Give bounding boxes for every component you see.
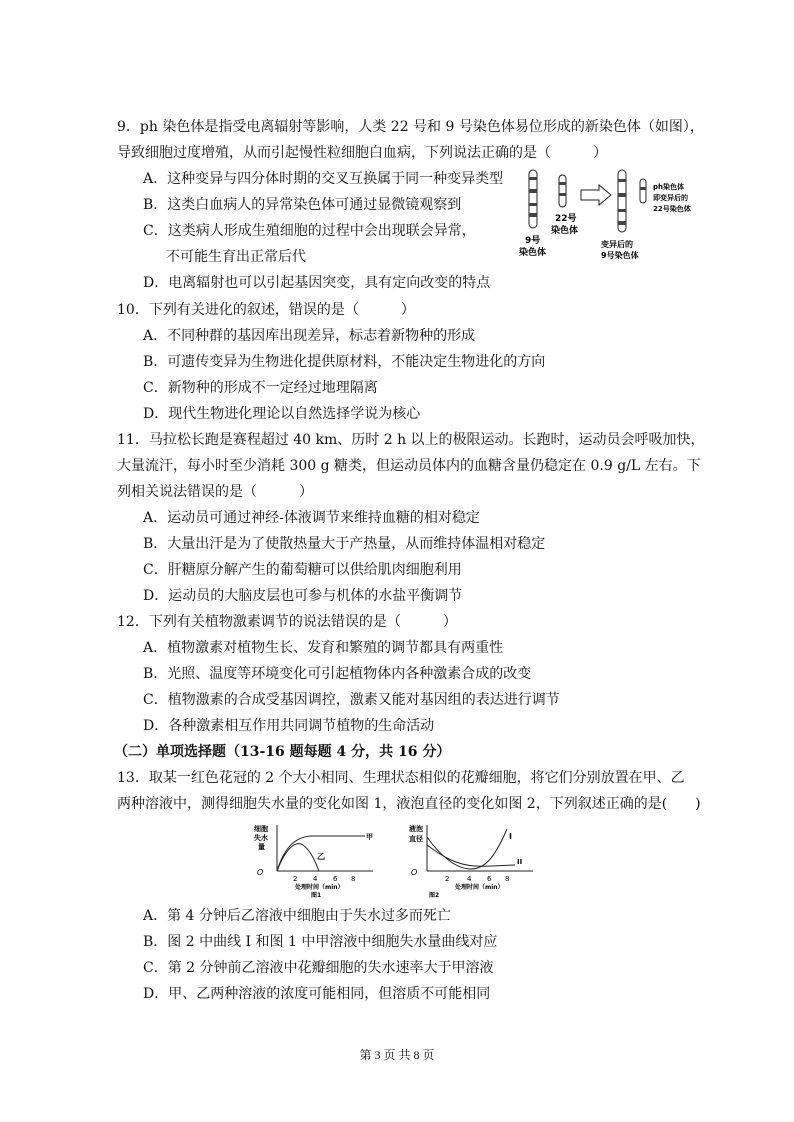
fig1-tick-8: 8 — [351, 875, 356, 883]
q10-option-d: D．现代生物进化理论以自然选择学说为核心 — [143, 406, 421, 422]
fig-label-after2: 9号染色体 — [601, 251, 639, 260]
q10-option-b: B．可遗传变异为生物进化提供原材料，不能决定生物进化的方向 — [143, 354, 546, 370]
fig-label-22b: 染色体 — [551, 226, 579, 236]
q12-option-b: B．光照、温度等环境变化可引起植物体内各种激素合成的改变 — [143, 666, 532, 682]
fig1-tick-2: 2 — [293, 875, 298, 883]
fig2-label-II: II — [517, 858, 523, 866]
fig2-ylabel-1: 液泡 — [409, 825, 423, 833]
fig-label-9b: 染色体 — [519, 248, 547, 258]
q13-option-d: D．甲、乙两种溶液的浓度可能相同，但溶质不可能相同 — [143, 986, 491, 1002]
fig2-origin: O — [411, 868, 418, 877]
fig2-tick-8: 8 — [505, 875, 510, 883]
fig1-origin: O — [257, 868, 264, 877]
fig-label-ph3: 22号染色体 — [653, 205, 691, 213]
fig1-ylabel-3: 量 — [258, 843, 265, 851]
q9-stem-line1: 9．ph 染色体是指受电离辐射等影响，人类 22 号和 9 号染色体易位形成的新染色体（如图）， — [117, 119, 704, 135]
fig2-tick-4: 4 — [467, 875, 472, 883]
fig1-curve-jia — [277, 836, 353, 871]
fig2-tick-2: 2 — [445, 875, 450, 883]
ph-chromosome — [640, 179, 646, 203]
q11-stem-line2: 大量流汗，每小时至少消耗 300 g 糖类，但运动员体内的血糖含量仍稳定在 0.9 g/L 左右。下 — [117, 458, 701, 474]
section-heading: （二）单项选择题（13-16 题每题 4 分，共 16 分） — [114, 744, 451, 760]
q9-option-c-cont: 不可能生育出正常后代 — [166, 249, 306, 265]
q13-option-a: A．第 4 分钟后乙溶液中细胞由于失水过多而死亡 — [143, 908, 451, 924]
fig1-label-yi: 乙 — [317, 852, 325, 861]
page-footer: 第 3 页 共 8 页 — [359, 1048, 435, 1062]
chromosome-translocation-figure — [515, 167, 691, 262]
fig2-tick-6: 6 — [487, 875, 492, 883]
q11-option-b: B．大量出汗是为了使散热量大于产热量，从而维持体温相对稳定 — [143, 536, 546, 552]
q11-option-c: C．肝糖原分解产生的葡萄糖可以供给肌肉细胞利用 — [143, 562, 462, 578]
q9-option-a: A．这种变异与四分体时期的交叉互换属于同一种变异类型 — [143, 171, 504, 187]
q13-stem-line2: 两种溶液中，测得细胞失水量的变化如图 1，液泡直径的变化如图 2，下列叙述正确的是( ) — [117, 796, 701, 812]
fig1-ylabel-1: 细胞 — [254, 825, 268, 833]
q9-option-d: D．电离辐射也可以引起基因突变，具有定向改变的特点 — [143, 275, 491, 291]
q12-stem: 12．下列有关植物激素调节的说法错误的是（ ） — [117, 614, 457, 630]
fig-label-ph1: ph染色体 — [653, 183, 684, 191]
figure-1-water-loss — [253, 823, 383, 898]
chromosome-22 — [559, 175, 566, 207]
fig1-tick-6: 6 — [333, 875, 338, 883]
q13-stem-line1: 13．取某一红色花冠的 2 个大小相同、生理状态相似的花瓣细胞，将它们分别放置在甲、乙 — [117, 770, 685, 786]
fig1-ylabel-2: 失水 — [254, 834, 268, 842]
arrow-icon — [581, 185, 611, 205]
q9-stem-line2: 导致细胞过度增殖，从而引起慢性粒细胞白血病，下列说法正确的是（ ） — [117, 145, 607, 161]
fig1-tick-4: 4 — [313, 875, 318, 883]
q10-option-a: A．不同种群的基因库出现差异，标志着新物种的形成 — [143, 328, 476, 344]
fig-label-after1: 变异后的 — [601, 240, 633, 249]
altered-chromosome-9 — [618, 170, 626, 232]
fig2-caption: 图2 — [429, 892, 440, 899]
q11-stem-line1: 11．马拉松长跑是赛程超过 40 km、历时 2 h 以上的极限运动。长跑时，运动员会呼吸加快， — [117, 432, 705, 448]
q11-stem-line3: 列相关说法错误的是（ ） — [117, 484, 313, 500]
fig2-ylabel-2: 直径 — [409, 835, 423, 843]
fig2-xlabel: 处理时间（min） — [455, 884, 504, 891]
fig-label-22: 22号 — [555, 214, 577, 224]
q11-option-d: D．运动员的大脑皮层也可参与机体的水盐平衡调节 — [143, 588, 463, 604]
fig2-curve-I — [427, 829, 507, 869]
q10-stem: 10．下列有关进化的叙述，错误的是（ ） — [117, 302, 415, 318]
q12-option-a: A．植物激素对植物生长、发育和繁殖的调节都具有两重性 — [143, 640, 504, 656]
fig1-curve-yi — [277, 844, 319, 871]
q10-option-c: C．新物种的形成不一定经过地理隔离 — [143, 380, 378, 396]
fig1-label-jia: 甲 — [366, 833, 373, 841]
fig1-caption: 图1 — [311, 892, 322, 899]
fig2-curve-II — [427, 845, 515, 866]
q13-option-b: B．图 2 中曲线 I 和图 1 中甲溶液中细胞失水量曲线对应 — [143, 934, 498, 950]
fig2-label-I: I — [509, 832, 512, 841]
figure-2-vacuole-diameter — [405, 823, 545, 898]
fig-label-9: 9号 — [525, 236, 541, 246]
q12-option-c: C．植物激素的合成受基因调控，激素又能对基因组的表达进行调节 — [143, 692, 560, 708]
q11-option-a: A．运动员可通过神经-体液调节来维持血糖的相对稳定 — [143, 510, 480, 526]
chromosome-9 — [529, 170, 537, 228]
q9-option-b: B．这类白血病人的异常染色体可通过显微镜观察到 — [143, 197, 462, 213]
fig1-xlabel: 处理时间（min） — [295, 884, 344, 891]
fig-label-ph2: 即变异后的 — [653, 194, 688, 202]
q9-option-c: C．这类病人形成生殖细胞的过程中会出现联会异常， — [143, 223, 476, 239]
q12-option-d: D．各种激素相互作用共同调节植物的生命活动 — [143, 718, 435, 734]
q13-option-c: C．第 2 分钟前乙溶液中花瓣细胞的失水速率大于甲溶液 — [143, 960, 494, 976]
